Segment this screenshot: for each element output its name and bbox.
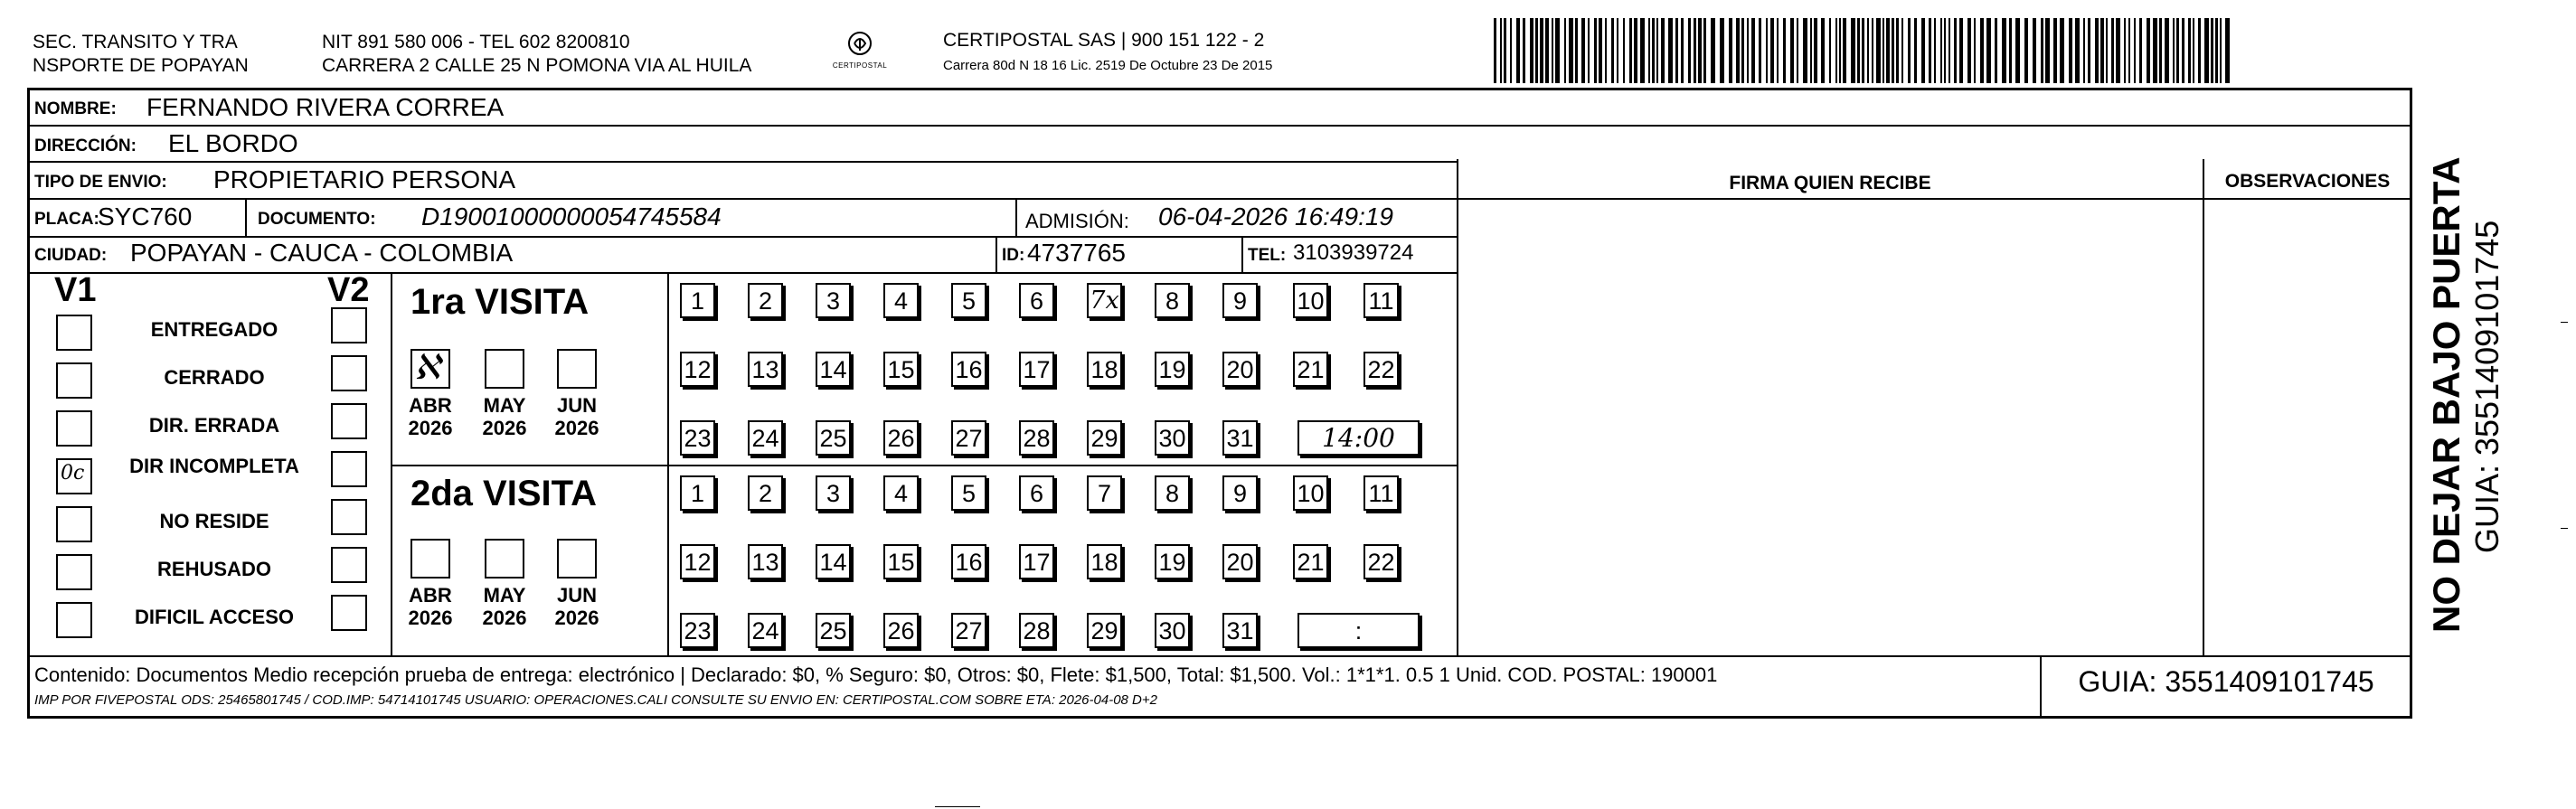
visit1-day[interactable]: 15 [883,352,919,387]
barcode-bar [2225,18,2230,83]
month-checkbox[interactable] [557,349,597,389]
barcode-bar [1661,18,1665,83]
org-name-line1: SEC. TRANSITO Y TRA [33,32,238,52]
visit1-day[interactable]: 28 [1019,420,1054,456]
barcode-bar [1914,18,1917,83]
barcode-bar [1698,18,1702,83]
nombre-value: FERNANDO RIVERA CORREA [146,93,505,121]
visit1-day[interactable]: 26 [883,420,919,456]
month-checkbox[interactable] [485,349,524,389]
barcode-bar [1770,18,1774,83]
barcode-bar [1857,18,1860,83]
visit1-day[interactable]: 11 [1363,283,1399,318]
visit1-day[interactable]: 8 [1155,283,1190,318]
visit1-day[interactable]: 13 [748,352,783,387]
barcode-bar [1839,18,1841,83]
firma-label: FIRMA QUIEN RECIBE [1729,173,1931,193]
visit1-day[interactable]: 20 [1222,352,1258,387]
visit1-day[interactable]: 19 [1155,352,1190,387]
barcode-bar [1540,18,1543,83]
barcode-bar [2134,18,2136,83]
barcode-bar [2069,18,2072,83]
barcode-bar [1747,18,1749,83]
v1-checkbox[interactable] [56,554,92,590]
barcode-bar [1862,18,1864,83]
barcode-bar [1640,18,1645,83]
visit1-day[interactable]: 2 [748,283,783,318]
barcode-bar [1790,18,1794,83]
month-name: MAY [483,584,526,607]
barcode-bar [1555,18,1560,83]
reason-label: NO RESIDE [159,510,269,532]
v2-checkbox[interactable] [331,595,367,631]
placa-label: PLACA: [34,210,99,229]
barcode-bar [1959,18,1963,83]
barcode-bar [1876,18,1881,83]
barcode-bar [1934,18,1936,83]
side-guia: GUIA: 3551409101745 [2468,220,2505,553]
month-name: ABR [409,394,452,417]
barcode-bar [2041,18,2043,83]
visit2-day[interactable]: 1 [680,475,715,511]
barcode-bar [1777,18,1779,83]
contenido-text: Contenido: Documentos Medio recepción prueba de entrega: electrónico | Declarado: $0, % Seguro: $0, Otros: $0, Flete: $1,500, Total: $1,500. Vol.: 1*1*1. 0.5 1 Unid. COD. POSTAL: 190001 [34,663,1718,686]
month-checkbox[interactable] [485,539,524,579]
visit2-day[interactable]: 17 [1019,544,1054,579]
visit1-day[interactable]: 10 [1293,283,1328,318]
v1-checkbox[interactable] [56,602,92,638]
visit1-day[interactable]: 25 [816,420,851,456]
month-year: 2026 [554,607,599,629]
visit2-day[interactable]: 16 [951,544,986,579]
barcode-bar [1829,18,1831,83]
barcode-bar [1843,18,1846,83]
barcode-bar [1530,18,1533,83]
month-label [401,394,459,439]
barcode-graphic [1494,18,2233,83]
visit2-day[interactable]: 11 [1363,475,1399,511]
barcode-bar [1510,18,1512,83]
tipo-envio-label: TIPO DE ENVIO: [34,173,167,192]
barcode-bar [2053,18,2057,83]
ciudad-value: POPAYAN - CAUCA - COLOMBIA [130,239,514,267]
barcode-bar [2193,18,2194,83]
visit2-day[interactable]: 12 [680,544,715,579]
barcode-bar [1681,18,1684,83]
barcode-bar [2176,18,2179,83]
barcode-bar [2220,18,2222,83]
barcode-bar [1814,18,1817,83]
barcode-bar [2182,18,2184,83]
observaciones-label: OBSERVACIONES [2224,171,2391,192]
barcode-bar [1500,18,1502,83]
month-name: ABR [409,584,452,607]
barcode-bar [1535,18,1538,83]
visit2-day[interactable]: 26 [883,613,919,648]
reason-label: CERRADO [164,366,265,389]
barcode-bar [1872,18,1873,83]
bottom-mark [935,806,980,807]
barcode-bar [1766,18,1768,83]
visit2-day[interactable]: 2 [748,475,783,511]
barcode-bar [1581,18,1585,83]
barcode-bar [1995,18,1997,83]
barcode-bar [2088,18,2090,83]
barcode-bar [1921,18,1925,83]
barcode-bar [2173,18,2175,83]
visit2-day[interactable]: 28 [1019,613,1054,648]
barcode-bar [1575,18,1578,83]
barcode-bar [1851,18,1855,83]
barcode-bar [2159,18,2162,83]
barcode-bar [2033,18,2036,83]
barcode-bar [1949,18,1950,83]
imp-text: IMP POR FIVEPOSTAL ODS: 25465801745 / COD.IMP: 54714101745 USUARIO: OPERACIONES.CALI CONSULTE SU ENVIO EN: CERTIPOSTAL.COM SOBRE ETA: 2026-04-08 D+2 [34,692,1157,708]
visit1-day[interactable]: 6 [1019,283,1054,318]
barcode-bar [1896,18,1899,83]
visit2-day[interactable]: 14 [816,544,851,579]
barcode-bar [1751,18,1755,83]
barcode-bar [2116,18,2120,83]
v1-checkbox[interactable] [56,315,92,351]
carrier-line2: Carrera 80d N 18 16 Lic. 2519 De Octubre 23 De 2015 [943,58,1273,73]
barcode-bar [2204,18,2209,83]
barcode-bar [1656,18,1658,83]
visit2-day[interactable]: 30 [1155,613,1190,648]
direccion-value: EL BORDO [168,129,298,157]
month-name: JUN [556,394,597,417]
barcode-bar [1564,18,1566,83]
visit1-day[interactable]: 24 [748,420,783,456]
barcode-bar [1516,18,1520,83]
barcode-bar [1703,18,1706,83]
barcode-bar [2060,18,2064,83]
visit1-day[interactable]: 23 [680,420,715,456]
visit2-day[interactable]: 27 [951,613,986,648]
barcode-bar [2111,18,2114,83]
v1-label: V1 [54,271,97,309]
v1-checkbox[interactable] [56,410,92,447]
visit2-day[interactable]: 24 [748,613,783,648]
month-year: 2026 [482,417,527,439]
visit1-day[interactable]: 12 [680,352,715,387]
reason-label: REHUSADO [157,558,271,580]
barcode-bar [1783,18,1786,83]
documento-value: D19001000000054745584 [421,202,722,230]
barcode-bar [2165,18,2169,83]
reason-label: DIR. ERRADA [148,414,280,437]
month-label [476,584,533,629]
barcode-bar [1652,18,1655,83]
visit2-day[interactable]: 20 [1222,544,1258,579]
barcode-bar [2153,18,2157,83]
carrier-line1: CERTIPOSTAL SAS | 900 151 122 - 2 [943,30,1265,51]
visit1-day[interactable]: 5 [951,283,986,318]
placa-value: SYC760 [98,202,193,230]
visit1-day[interactable]: 9 [1222,283,1258,318]
address-line: CARRERA 2 CALLE 25 N POMONA VIA AL HUILA [322,55,752,76]
barcode-bar [1634,18,1637,83]
certipostal-logo-icon [828,27,892,81]
visit2-day[interactable]: 19 [1155,544,1190,579]
barcode-bar [2009,18,2012,83]
barcode-bar [1974,18,1976,83]
barcode-bar [1986,18,1991,83]
month-label [401,584,459,629]
reason-label: DIR INCOMPLETA [129,455,299,477]
barcode-bar [1967,18,1971,83]
barcode-bar [1835,18,1837,83]
visit1-day[interactable]: 3 [816,283,851,318]
barcode-bar [2139,18,2142,83]
barcode-bar [2083,18,2085,83]
visit2-day[interactable]: 8 [1155,475,1190,511]
visit1-day[interactable]: 18 [1087,352,1122,387]
v2-checkbox[interactable] [331,451,367,487]
v2-label: V2 [327,271,370,309]
visit2-day[interactable]: 6 [1019,475,1054,511]
barcode-bar [1867,18,1869,83]
visit1-title: 1ra VISITA [410,282,590,322]
barcode-bar [1892,18,1894,83]
barcode-bar [1901,18,1903,83]
certipostal-logo [828,27,892,81]
barcode-bar [1954,18,1957,83]
barcode-bar [1821,18,1825,83]
nombre-label: NOMBRE: [34,99,117,118]
visit1-day[interactable]: 31 [1222,420,1258,456]
visit1-day[interactable]: 16 [951,352,986,387]
barcode-bar [2147,18,2150,83]
v2-checkbox[interactable] [331,499,367,535]
v2-checkbox[interactable] [331,307,367,343]
barcode-bar [2211,18,2213,83]
visit2-day[interactable]: 7 [1087,475,1122,511]
barcode [1494,18,2233,83]
barcode-bar [2075,18,2080,83]
barcode-bar [1552,18,1553,83]
admision-label: ADMISIÓN: [1025,210,1129,232]
barcode-bar [1675,18,1678,83]
month-label [476,394,533,439]
month-year: 2026 [408,417,453,439]
visit1-day[interactable]: 27 [951,420,986,456]
visit2-day[interactable]: 31 [1222,613,1258,648]
barcode-bar [1929,18,1931,83]
barcode-bar [2128,18,2130,83]
barcode-bar [1523,18,1525,83]
barcode-bar [1720,18,1724,83]
org-name-line2: NSPORTE DE POPAYAN [33,55,249,76]
barcode-bar [2198,18,2201,83]
tel-label: TEL: [1248,246,1287,265]
v1-checkbox[interactable] [56,362,92,399]
visit1-day[interactable]: 1 [680,283,715,318]
barcode-bar [2188,18,2191,83]
barcode-bar [1599,18,1602,83]
barcode-bar [2100,18,2104,83]
barcode-bar [2002,18,2006,83]
visit1-month-mark: ℵ [414,347,440,387]
visit2-day[interactable]: 10 [1293,475,1328,511]
barcode-bar [2024,18,2028,83]
barcode-bar [1504,18,1506,83]
barcode-bar [1629,18,1632,83]
visit1-day[interactable]: 21 [1293,352,1328,387]
edge-mark [2561,322,2568,323]
visit1-day[interactable]: 17 [1019,352,1054,387]
barcode-bar [1797,18,1798,83]
no-dejar-bajo-puerta: NO DEJAR BAJO PUERTA [2425,156,2467,633]
barcode-bar [2095,18,2099,83]
v1-checkbox[interactable] [56,506,92,542]
v2-checkbox[interactable] [331,403,367,439]
visit1-day[interactable]: 7x [1087,283,1122,318]
direccion-label: DIRECCIÓN: [34,136,137,155]
visit1-day[interactable]: 14 [816,352,851,387]
barcode-bar [1882,18,1884,83]
month-label [548,394,606,439]
visit1-day[interactable]: 4 [883,283,919,318]
barcode-bar [1494,18,1496,83]
barcode-bar [2015,18,2020,83]
visit2-day[interactable]: 18 [1087,544,1122,579]
barcode-bar [1944,18,1946,83]
barcode-bar [1940,18,1942,83]
barcode-bar [2045,18,2050,83]
barcode-bar [2124,18,2126,83]
month-year: 2026 [482,607,527,629]
visit2-time-box[interactable]: : [1297,613,1420,648]
visit2-day[interactable]: 15 [883,544,919,579]
barcode-bar [1886,18,1890,83]
visit2-title: 2da VISITA [410,474,597,513]
barcode-bar [1688,18,1691,83]
barcode-bar [1729,18,1732,83]
reason-label: ENTREGADO [150,318,278,341]
visit1-day[interactable]: 29 [1087,420,1122,456]
barcode-bar [2106,18,2108,83]
barcode-bar [1588,18,1590,83]
barcode-bar [1908,18,1911,83]
month-name: MAY [483,394,526,417]
tipo-envio-value: PROPIETARIO PERSONA [213,165,515,193]
barcode-bar [1623,18,1625,83]
barcode-bar [1736,18,1740,83]
footer-guia: GUIA: 3551409101745 [2078,665,2374,698]
month-name: JUN [556,584,597,607]
barcode-bar [1711,18,1715,83]
admision-value: 06-04-2026 16:49:19 [1158,202,1393,230]
month-year: 2026 [408,607,453,629]
barcode-bar [1694,18,1696,83]
barcode-bar [1605,18,1607,83]
id-value: 4737765 [1027,239,1127,267]
id-label: ID: [1002,246,1025,265]
barcode-bar [1545,18,1549,83]
month-checkbox[interactable] [410,539,450,579]
barcode-bar [1803,18,1807,83]
barcode-bar [1668,18,1673,83]
visit2-day[interactable]: 29 [1087,613,1122,648]
ciudad-label: CIUDAD: [34,246,108,265]
barcode-bar [1617,18,1618,83]
barcode-bar [1980,18,1984,83]
documento-label: DOCUMENTO: [258,210,376,229]
month-year: 2026 [554,417,599,439]
visit2-day[interactable]: 3 [816,475,851,511]
visit2-day[interactable]: 9 [1222,475,1258,511]
barcode-bar [2215,18,2218,83]
month-checkbox[interactable] [557,539,597,579]
visit1-time-box[interactable]: 14:00 [1297,420,1420,456]
tel-value: 3103939724 [1293,240,1414,265]
visit1-day[interactable]: 30 [1155,420,1190,456]
barcode-bar [1648,18,1650,83]
barcode-bar [1759,18,1761,83]
nit-line: NIT 891 580 006 - TEL 602 8200810 [322,32,630,52]
month-label [548,584,606,629]
barcode-bar [1741,18,1744,83]
logo-text: CERTIPOSTAL [832,61,888,70]
visit2-day[interactable]: 22 [1363,544,1399,579]
barcode-bar [1569,18,1573,83]
visit2-day[interactable]: 4 [883,475,919,511]
visit2-day[interactable]: 5 [951,475,986,511]
visit2-day[interactable]: 13 [748,544,783,579]
v1-mark: 0c [61,462,85,484]
visit2-day[interactable]: 23 [680,613,715,648]
v2-checkbox[interactable] [331,547,367,583]
reason-label: DIFICIL ACCESO [134,606,294,628]
barcode-bar [1594,18,1597,83]
visit2-day[interactable]: 21 [1293,544,1328,579]
edge-mark [2561,528,2568,529]
visit1-day[interactable]: 22 [1363,352,1399,387]
barcode-bar [1810,18,1812,83]
visit2-day[interactable]: 25 [816,613,851,648]
barcode-bar [1611,18,1614,83]
v2-checkbox[interactable] [331,355,367,391]
